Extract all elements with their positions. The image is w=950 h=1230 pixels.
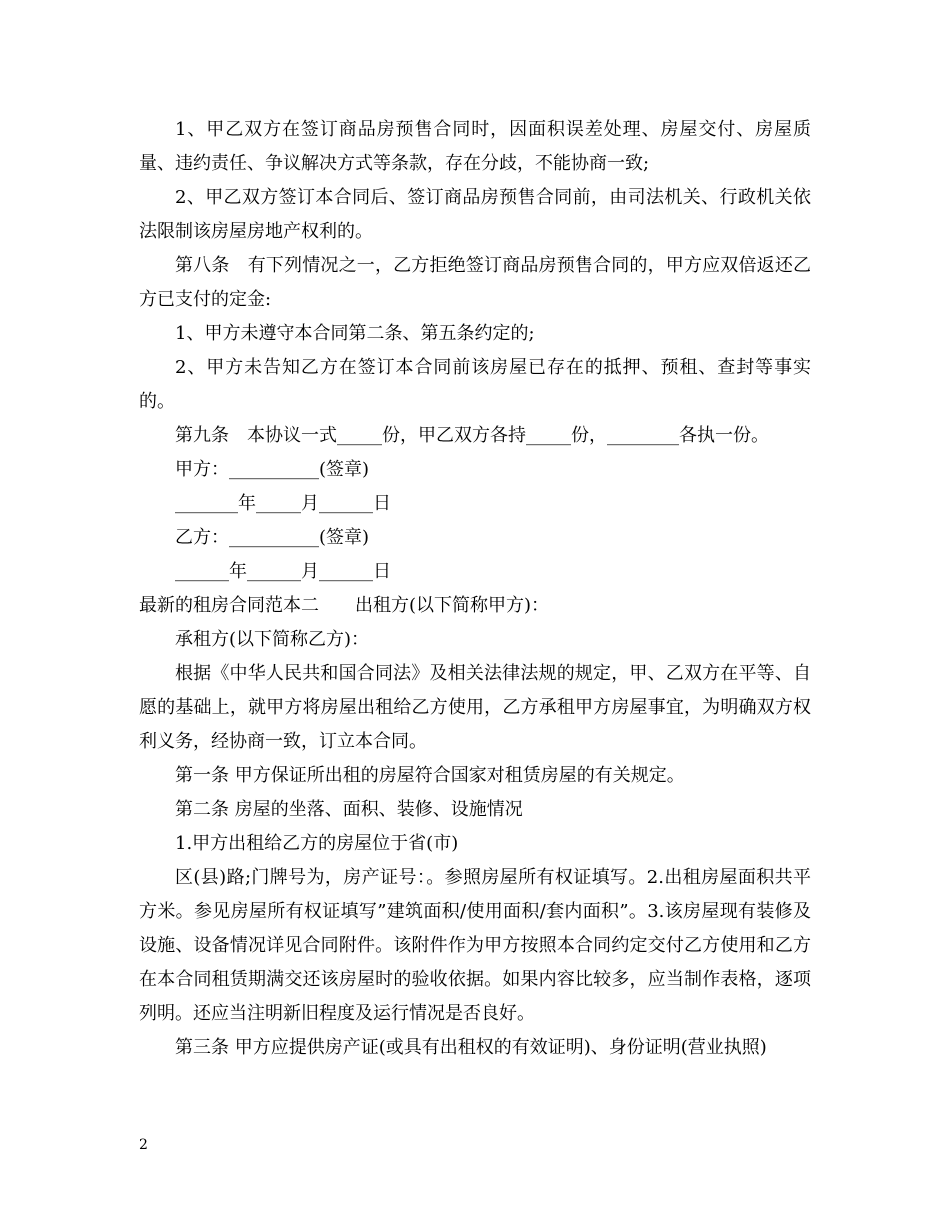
paragraph: 1.甲方出租给乙方的房屋位于省(市) bbox=[175, 833, 459, 854]
paragraph: 第八条 有下列情况之一，乙方拒绝签订商品房预售合同的，甲方应双倍返还乙方已支付的定金: bbox=[139, 255, 811, 310]
paragraph: 最新的租房合同范本二 出租方(以下简称甲方)： bbox=[139, 595, 550, 616]
paragraph: 2、甲乙双方签订本合同后、签订商品房预售合同前，由司法机关、行政机关依法限制该房屋房地产权利的。 bbox=[139, 187, 811, 242]
paragraph: 乙方：__________(签章) bbox=[175, 527, 370, 548]
paragraph: 第三条 甲方应提供房产证(或具有出租权的有效证明)、身份证明(营业执照) bbox=[175, 1037, 767, 1058]
document-body bbox=[139, 113, 811, 1065]
page-number: 2 bbox=[139, 1137, 148, 1153]
paragraph: 甲方：__________(签章) bbox=[175, 459, 370, 480]
paragraph: 承租方(以下简称乙方)： bbox=[175, 629, 370, 650]
paragraph: 根据《中华人民共和国合同法》及相关法律法规的规定，甲、乙双方在平等、自愿的基础上，就甲方将房屋出租给乙方使用，乙方承租甲方房屋事宜，为明确双方权利义务，经协商一致，订立本合同。 bbox=[139, 663, 811, 752]
paragraph: ______年______月______日 bbox=[175, 561, 391, 582]
paragraph: 1、甲方未遵守本合同第二条、第五条约定的; bbox=[175, 323, 535, 344]
paragraph: 第九条 本协议一式_____份，甲乙双方各持_____份，________各执一份。 bbox=[175, 425, 769, 446]
paragraph: _______年_____月______日 bbox=[175, 493, 391, 514]
paragraph: 第二条 房屋的坐落、面积、装修、设施情况 bbox=[175, 799, 523, 820]
paragraph: 1、甲乙双方在签订商品房预售合同时，因面积误差处理、房屋交付、房屋质量、违约责任、争议解决方式等条款，存在分歧，不能协商一致; bbox=[139, 119, 811, 174]
paragraph: 2、甲方未告知乙方在签订本合同前该房屋已存在的抵押、预租、查封等事实的。 bbox=[139, 357, 811, 412]
paragraph: 区(县)路;门牌号为，房产证号：。参照房屋所有权证填写。2.出租房屋面积共平方米。参见房屋所有权证填写”建筑面积/使用面积/套内面积”。3.该房屋现有装修及设施、设备情况详见合同附件。该附件作为甲方按照本合同约定交付乙方使用和乙方在本合同租赁期满交还该房屋时的验收依据。如果内容比较多，应当制作表格，逐项列明。还应当注明新旧程度及运行情况是否良好。 bbox=[139, 867, 811, 1024]
paragraph: 第一条 甲方保证所出租的房屋符合国家对租赁房屋的有关规定。 bbox=[175, 765, 685, 786]
